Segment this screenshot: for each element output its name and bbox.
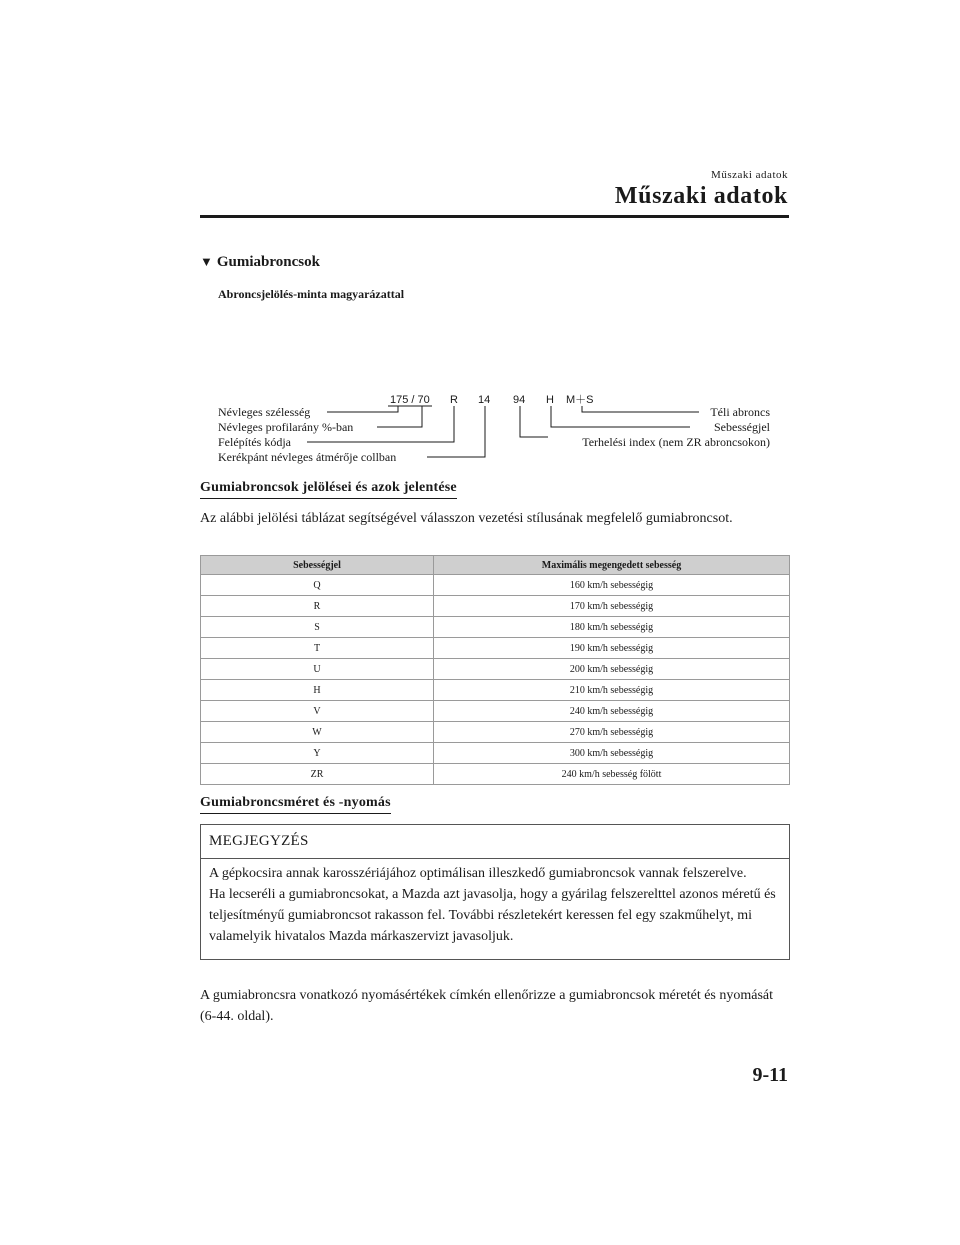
label-speed-symbol: Sebességjel xyxy=(714,420,770,434)
label-nominal-width: Névleges szélesség xyxy=(218,405,311,419)
table-row xyxy=(201,680,790,701)
table-row xyxy=(201,764,790,785)
code-size: 175 / 70 xyxy=(390,394,430,406)
table-cell: Q xyxy=(201,575,434,596)
table-cell: S xyxy=(201,617,434,638)
label-construction: Felépítés kódja xyxy=(218,435,291,449)
table-header-max-speed: Maximális megengedett sebesség xyxy=(434,556,790,575)
table-cell: H xyxy=(201,680,434,701)
label-rim-diameter: Kerékpánt névleges átmérője collban xyxy=(218,450,397,464)
code-construction: R xyxy=(450,394,458,406)
table-cell: 240 km/h sebességig xyxy=(434,701,790,722)
table-header-row xyxy=(201,556,790,575)
table-cell: V xyxy=(201,701,434,722)
code-load-index: 94 xyxy=(513,394,526,406)
table-cell: 270 km/h sebességig xyxy=(434,722,790,743)
table-header-speed-symbol: Sebességjel xyxy=(201,556,434,575)
table-cell: 300 km/h sebességig xyxy=(434,743,790,764)
running-header-title: Műszaki adatok xyxy=(614,183,788,209)
note-paragraph: Ha lecseréli a gumiabroncsokat, a Mazda azt javasolja, hogy a gyárilag felszerelttel azonos méretű és teljesítményű gumiabroncsot rakasson fel. További részletekért keressen fel egy szakműhelyt, mi valamelyik hivatalos Mazda márkaszervizt javasoljuk. xyxy=(209,887,776,944)
table-cell: 190 km/h sebességig xyxy=(434,638,790,659)
section-title xyxy=(200,254,320,271)
table-cell: 210 km/h sebességig xyxy=(434,680,790,701)
table-cell: 180 km/h sebességig xyxy=(434,617,790,638)
closing-paragraph: A gumiabroncsra vonatkozó nyomásértékek címkén ellenőrizze a gumiabroncsok méretét és nyomását (6-44. oldal). xyxy=(200,988,774,1024)
table-row xyxy=(201,743,790,764)
table-row xyxy=(201,617,790,638)
table-cell: 160 km/h sebességig xyxy=(434,575,790,596)
diagram-caption: Abroncsjelölés-minta magyarázattal xyxy=(218,287,405,301)
label-aspect-ratio: Névleges profilarány %-ban xyxy=(218,420,354,434)
table-cell: 170 km/h sebességig xyxy=(434,596,790,617)
table-row xyxy=(201,722,790,743)
tire-marking-diagram xyxy=(200,385,780,465)
label-winter-tire: Téli abroncs xyxy=(710,405,770,419)
table-cell: 200 km/h sebességig xyxy=(434,659,790,680)
table-cell: T xyxy=(201,638,434,659)
section-title-text: Gumiabroncsok xyxy=(216,254,320,270)
table-cell: U xyxy=(201,659,434,680)
table-row xyxy=(201,596,790,617)
code-winter: M＋S xyxy=(566,394,594,406)
note-paragraph: A gépkocsira annak karosszériájához optimálisan illeszkedő gumiabroncsok vannak felszerelve. xyxy=(209,866,747,881)
table-row xyxy=(201,638,790,659)
table-cell: ZR xyxy=(201,764,434,785)
label-load-index: Terhelési index (nem ZR abroncsokon) xyxy=(582,435,770,449)
speed-table xyxy=(200,555,790,785)
speed-intro: Az alábbi jelölési táblázat segítségével válasszon vezetési stílusának megfelelő gumiabroncsot. xyxy=(200,511,733,526)
code-rim: 14 xyxy=(478,394,491,406)
speed-heading: Gumiabroncsok jelölései és azok jelentése xyxy=(200,480,457,499)
running-header-small: Műszaki adatok xyxy=(711,169,788,181)
table-row xyxy=(201,659,790,680)
code-speed: H xyxy=(546,394,554,406)
note-box xyxy=(200,824,790,960)
note-title: MEGJEGYZÉS xyxy=(201,825,789,859)
table-cell: Y xyxy=(201,743,434,764)
size-heading: Gumiabroncsméret és -nyomás xyxy=(200,795,391,814)
note-body xyxy=(209,863,783,947)
table-row xyxy=(201,575,790,596)
table-row xyxy=(201,701,790,722)
table-cell: R xyxy=(201,596,434,617)
table-cell: 240 km/h sebesség fölött xyxy=(434,764,790,785)
table-cell: W xyxy=(201,722,434,743)
triangle-bullet-icon: ▼ xyxy=(200,254,213,269)
header-rule xyxy=(200,215,789,218)
page-number: 9-11 xyxy=(752,1064,788,1086)
